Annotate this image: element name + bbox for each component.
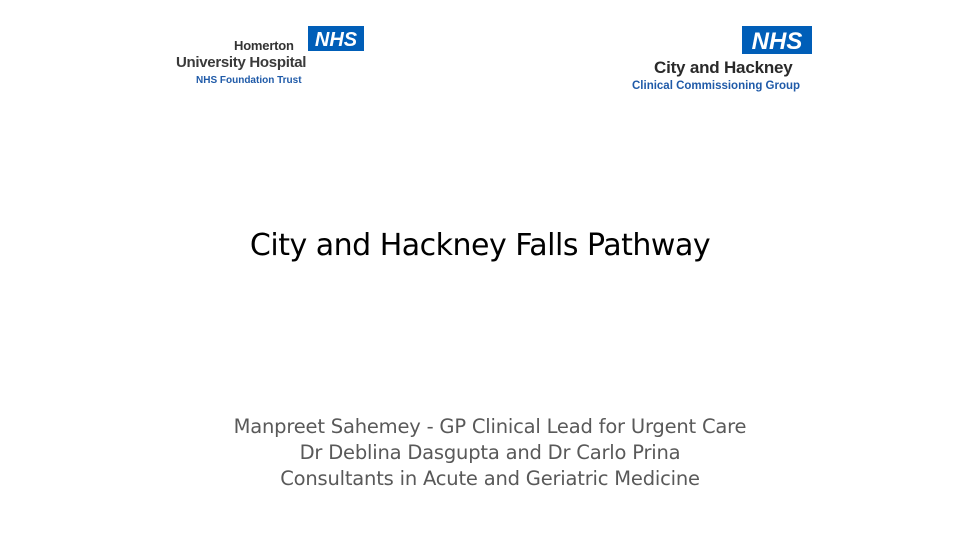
nhs-logo-icon [308,26,364,51]
logo-org-subtitle: NHS Foundation Trust [196,75,302,86]
slide-title: City and Hackney Falls Pathway [249,228,711,263]
subtitle-line: Manpreet Sahemey - GP Clinical Lead for Urgent Care [233,415,747,438]
logo-org-subtitle: Clinical Commissioning Group [632,80,801,92]
city-hackney-ccg-logo [630,26,814,96]
subtitle-line: Consultants in Acute and Geriatric Medicine [280,467,700,490]
svg-text:NHS: NHS [751,28,803,54]
logo-org-name: Homerton [234,38,294,53]
svg-text:NHS: NHS [314,29,358,51]
subtitle-line: Dr Deblina Dasgupta and Dr Carlo Prina [299,441,681,464]
logo-org-name: City and Hackney [654,58,793,77]
nhs-logo-icon [742,26,812,54]
homerton-logo [176,26,366,90]
logo-org-name-2: University Hospital [176,54,307,71]
slide-subtitle [0,414,960,492]
